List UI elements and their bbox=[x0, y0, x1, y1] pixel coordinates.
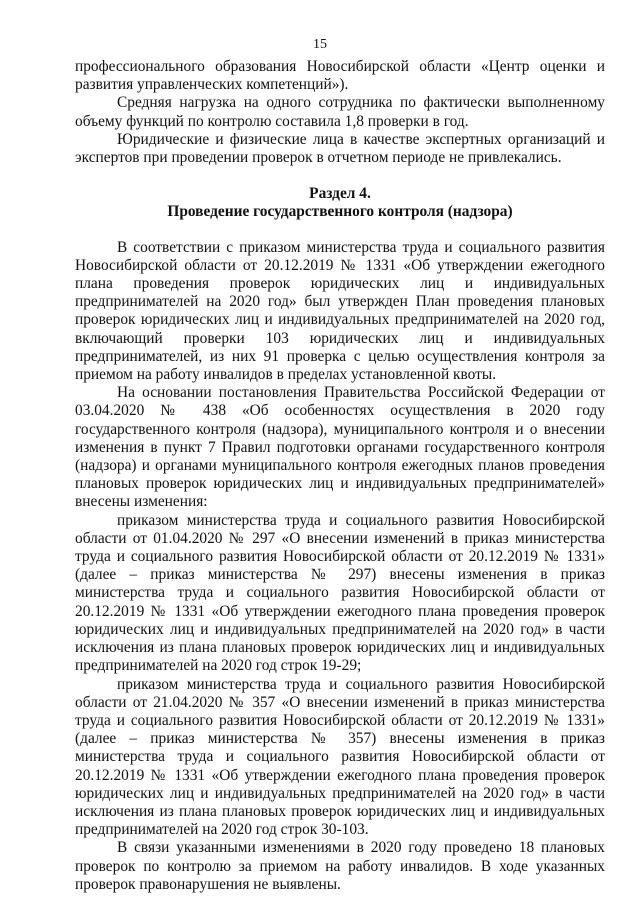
paragraph-order-297: приказом министерства труда и социального развития Новосибирской области от 01.04.2020 № 297 «О внесении изменений в приказ министерства труда и социального развития Новосибирской области от 20.12.2019 № 1331» (далее – приказ министерства № 297) внесены изменения в приказ министерства труда и социального развития Новосибирской области от 20.12.2019 № 1331 «Об утверждении ежегодного плана проведения проверок юридических лиц и индивидуальных предпринимателей на 2020 год» в части исключения из плана плановых проверок юридических лиц и индивидуальных предпринимателей на 2020 год строк 19-29; bbox=[75, 511, 605, 675]
section-title: Проведение государственного контроля (надзора) bbox=[167, 203, 513, 221]
paragraph-experts: Юридические и физические лица в качестве экспертных организаций и экспертов при проведении проверок в отчетном периоде не привлекались. bbox=[75, 130, 605, 167]
paragraph-plan-approval: В соответствии с приказом министерства труда и социального развития Новосибирской области от 20.12.2019 № 1331 «Об утверждении ежегодного плана проведения проверок юридических лиц и индивидуальных предпринимателей на 2020 год» был утвержден План проведения плановых проверок юридических лиц и индивидуальных предпринимателей на 2020 год, включающий проверки 103 юридических лиц и индивидуальных предпринимателей, из них 91 проверка с целью осуществления контроля за приемом на работу инвалидов в пределах установленной квоты. bbox=[75, 238, 605, 384]
paragraph-order-357: приказом министерства труда и социального развития Новосибирской области от 21.04.2020 № 357 «О внесении изменений в приказ министерства труда и социального развития Новосибирской области от 20.12.2019 № 1331» (далее – приказ министерства № 357) внесены изменения в приказ министерства труда и социального развития Новосибирской области от 20.12.2019 № 1331 «Об утверждении ежегодного плана проведения проверок юридических лиц и индивидуальных предпринимателей на 2020 год» в части исключения из плана плановых проверок юридических лиц и индивидуальных предпринимателей на 2020 год строк 30-103. bbox=[75, 675, 605, 839]
section-heading: Раздел 4. bbox=[309, 185, 371, 203]
spacer bbox=[75, 222, 605, 239]
page-number: 15 bbox=[313, 37, 327, 52]
paragraph-continuation: профессионального образования Новосибирской области «Центр оценки и развития управленческих компетенций»). bbox=[75, 58, 605, 94]
paragraph-inspections-result: В связи указанными изменениями в 2020 году проведено 18 плановых проверок по контролю за приемом на работу инвалидов. В ходе указанных проверок правонарушения не выявлены. bbox=[75, 839, 605, 893]
paragraph-government-decree: На основании постановления Правительства Российской Федерации от 03.04.2020 № 438 «Об особенностях осуществления в 2020 году государственного контроля (надзора), муниципального контроля и о внесении изменения в пункт 7 Правил подготовки органами государственного контроля (надзора) и органами муниципального контроля ежегодных планов проведения плановых проверок юридических лиц и индивидуальных предпринимателей» внесены изменения: bbox=[75, 384, 605, 511]
document-body bbox=[75, 58, 605, 894]
paragraph-average-load: Средняя нагрузка на одного сотрудника по фактически выполненному объему функций по контролю составила 1,8 проверки в год. bbox=[75, 94, 605, 130]
spacer bbox=[75, 167, 605, 185]
